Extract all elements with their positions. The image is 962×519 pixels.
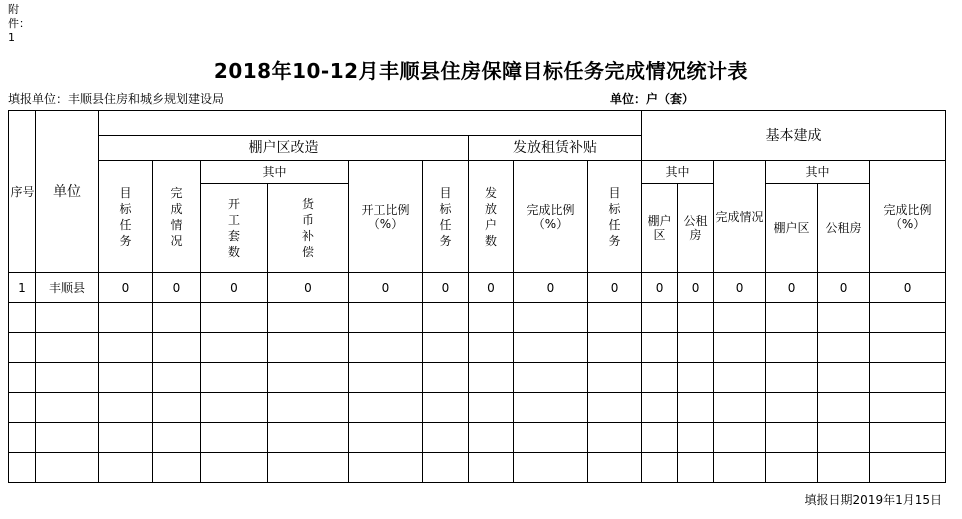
header-start-construction: 开工套数 xyxy=(201,184,268,273)
table-cell xyxy=(201,423,268,453)
header-start-ratio: 开工比例（%） xyxy=(349,161,423,273)
header-shantytown: 棚户区改造 xyxy=(99,136,469,161)
table-cell: 0 xyxy=(423,273,469,303)
attachment-line-2: 件： xyxy=(8,17,30,30)
table-cell xyxy=(469,423,514,453)
header-public-rental-1: 公租房 xyxy=(678,184,714,273)
table-cell: 1 xyxy=(9,273,36,303)
table-cell xyxy=(818,303,870,333)
table-cell xyxy=(99,333,153,363)
table-cell xyxy=(423,333,469,363)
table-cell xyxy=(714,303,766,333)
table-cell xyxy=(514,363,588,393)
table-cell xyxy=(514,423,588,453)
table-row xyxy=(9,363,946,393)
table-cell: 0 xyxy=(818,273,870,303)
attachment-label xyxy=(8,3,38,45)
table-cell: 0 xyxy=(514,273,588,303)
table-cell xyxy=(268,453,349,483)
table-cell xyxy=(818,453,870,483)
header-basic-target: 目标任务 xyxy=(588,161,642,273)
table-cell xyxy=(469,393,514,423)
table-row xyxy=(9,423,946,453)
table-cell xyxy=(153,423,201,453)
table-cell xyxy=(153,453,201,483)
table-cell xyxy=(423,363,469,393)
table-cell xyxy=(714,363,766,393)
table-cell xyxy=(423,393,469,423)
table-cell xyxy=(349,423,423,453)
table-cell xyxy=(153,363,201,393)
header-public-rental-2: 公租房 xyxy=(818,184,870,273)
header-basic-complete-ratio: 完成比例（%） xyxy=(870,161,946,273)
table-cell xyxy=(514,303,588,333)
table-row xyxy=(9,453,946,483)
table-cell xyxy=(9,423,36,453)
header-shantytown-area-1: 棚户区 xyxy=(642,184,678,273)
table-cell: 0 xyxy=(714,273,766,303)
table-cell xyxy=(714,453,766,483)
table-cell xyxy=(201,333,268,363)
header-basic-construction: 基本建成 xyxy=(642,111,946,161)
header-shanty-completed: 完成情况 xyxy=(153,161,201,273)
table-cell xyxy=(678,363,714,393)
table-cell xyxy=(423,303,469,333)
table-cell: 0 xyxy=(469,273,514,303)
table-cell xyxy=(9,303,36,333)
table-row xyxy=(9,273,946,303)
table-cell: 0 xyxy=(870,273,946,303)
table-cell xyxy=(588,393,642,423)
header-shantytown-area-2: 棚户区 xyxy=(766,184,818,273)
table-cell xyxy=(9,333,36,363)
table-cell xyxy=(349,453,423,483)
header-monetary-compensation: 货币补偿 xyxy=(268,184,349,273)
table-cell xyxy=(588,363,642,393)
table-cell: 丰顺县 xyxy=(36,273,99,303)
table-cell xyxy=(201,453,268,483)
table-cell xyxy=(99,453,153,483)
table-cell xyxy=(678,303,714,333)
table-cell xyxy=(642,333,678,363)
table-cell xyxy=(714,393,766,423)
table-cell xyxy=(642,453,678,483)
reporting-unit: 填报单位：丰顺县住房和城乡规划建设局 xyxy=(8,92,225,106)
table-cell xyxy=(153,303,201,333)
table-cell xyxy=(588,423,642,453)
table-cell xyxy=(469,333,514,363)
header-shanty-target: 目标任务 xyxy=(99,161,153,273)
table-cell xyxy=(153,333,201,363)
table-cell xyxy=(268,363,349,393)
table-cell xyxy=(99,363,153,393)
header-seq: 序号 xyxy=(9,111,36,273)
table-cell xyxy=(36,393,99,423)
table-cell xyxy=(678,333,714,363)
header-rent-subsidy: 发放租赁补贴 xyxy=(469,136,642,161)
table-cell xyxy=(642,393,678,423)
table-row xyxy=(9,303,946,333)
table-cell xyxy=(268,393,349,423)
table-cell xyxy=(153,393,201,423)
table-cell xyxy=(36,303,99,333)
table-cell xyxy=(349,363,423,393)
table-cell: 0 xyxy=(678,273,714,303)
table-cell: 0 xyxy=(766,273,818,303)
table-cell: 0 xyxy=(588,273,642,303)
table-cell: 0 xyxy=(201,273,268,303)
table-cell: 0 xyxy=(642,273,678,303)
table-cell xyxy=(514,333,588,363)
table-cell xyxy=(99,303,153,333)
table-cell xyxy=(642,423,678,453)
table-cell xyxy=(268,333,349,363)
attachment-line-3: 1 xyxy=(8,31,15,44)
table-cell xyxy=(766,423,818,453)
table-cell xyxy=(818,393,870,423)
table-cell xyxy=(766,393,818,423)
table-row xyxy=(9,333,946,363)
table-cell xyxy=(818,333,870,363)
table-row xyxy=(9,393,946,423)
table-cell xyxy=(349,333,423,363)
table-cell xyxy=(268,303,349,333)
table-cell: 0 xyxy=(99,273,153,303)
table-cell xyxy=(870,453,946,483)
header-rent-target: 目标任务 xyxy=(423,161,469,273)
table-body xyxy=(9,273,946,483)
table-cell xyxy=(678,393,714,423)
table-cell xyxy=(588,453,642,483)
table-cell xyxy=(36,333,99,363)
table-cell xyxy=(766,363,818,393)
table-cell xyxy=(678,453,714,483)
table-cell: 0 xyxy=(153,273,201,303)
table-cell xyxy=(99,393,153,423)
fill-date: 填报日期2019年1月15日 xyxy=(804,493,942,507)
table-cell: 0 xyxy=(268,273,349,303)
table-cell xyxy=(588,333,642,363)
table-cell xyxy=(423,423,469,453)
statistics-table xyxy=(8,110,946,483)
table-cell xyxy=(268,423,349,453)
header-top-blank xyxy=(99,111,642,136)
table-cell xyxy=(818,363,870,393)
table-cell xyxy=(469,363,514,393)
table-cell xyxy=(514,453,588,483)
table-cell xyxy=(9,393,36,423)
document-title: 2018年10-12月丰顺县住房保障目标任务完成情况统计表 xyxy=(213,59,749,83)
table-cell xyxy=(36,423,99,453)
measurement-unit: 单位：户（套） xyxy=(610,92,695,106)
table-cell xyxy=(201,393,268,423)
table-cell xyxy=(870,303,946,333)
table-cell xyxy=(99,423,153,453)
table-cell xyxy=(642,303,678,333)
table-cell xyxy=(514,393,588,423)
table-cell xyxy=(469,453,514,483)
table-cell xyxy=(714,423,766,453)
table-cell xyxy=(714,333,766,363)
table-cell xyxy=(766,333,818,363)
table-cell xyxy=(818,423,870,453)
table-header xyxy=(9,111,946,273)
header-basic-among-1: 其中 xyxy=(642,161,714,184)
table-cell xyxy=(469,303,514,333)
table-cell xyxy=(766,453,818,483)
table-cell xyxy=(588,303,642,333)
table-cell xyxy=(678,423,714,453)
table-cell xyxy=(9,363,36,393)
table-cell: 0 xyxy=(349,273,423,303)
header-shanty-among: 其中 xyxy=(201,161,349,184)
table-cell xyxy=(642,363,678,393)
table-cell xyxy=(349,303,423,333)
attachment-line-1: 附 xyxy=(8,3,19,16)
table-cell xyxy=(36,453,99,483)
table-cell xyxy=(423,453,469,483)
table-cell xyxy=(201,303,268,333)
table-cell xyxy=(201,363,268,393)
table-cell xyxy=(9,453,36,483)
header-basic-completed: 完成情况 xyxy=(714,161,766,273)
header-basic-among-2: 其中 xyxy=(766,161,870,184)
table-cell xyxy=(870,423,946,453)
table-cell xyxy=(870,363,946,393)
table-cell xyxy=(349,393,423,423)
header-issued-households: 发放户数 xyxy=(469,161,514,273)
table-cell xyxy=(870,333,946,363)
table-cell xyxy=(766,303,818,333)
header-rent-complete-ratio: 完成比例（%） xyxy=(514,161,588,273)
header-unit: 单位 xyxy=(36,111,99,273)
table-cell xyxy=(36,363,99,393)
table-cell xyxy=(870,393,946,423)
